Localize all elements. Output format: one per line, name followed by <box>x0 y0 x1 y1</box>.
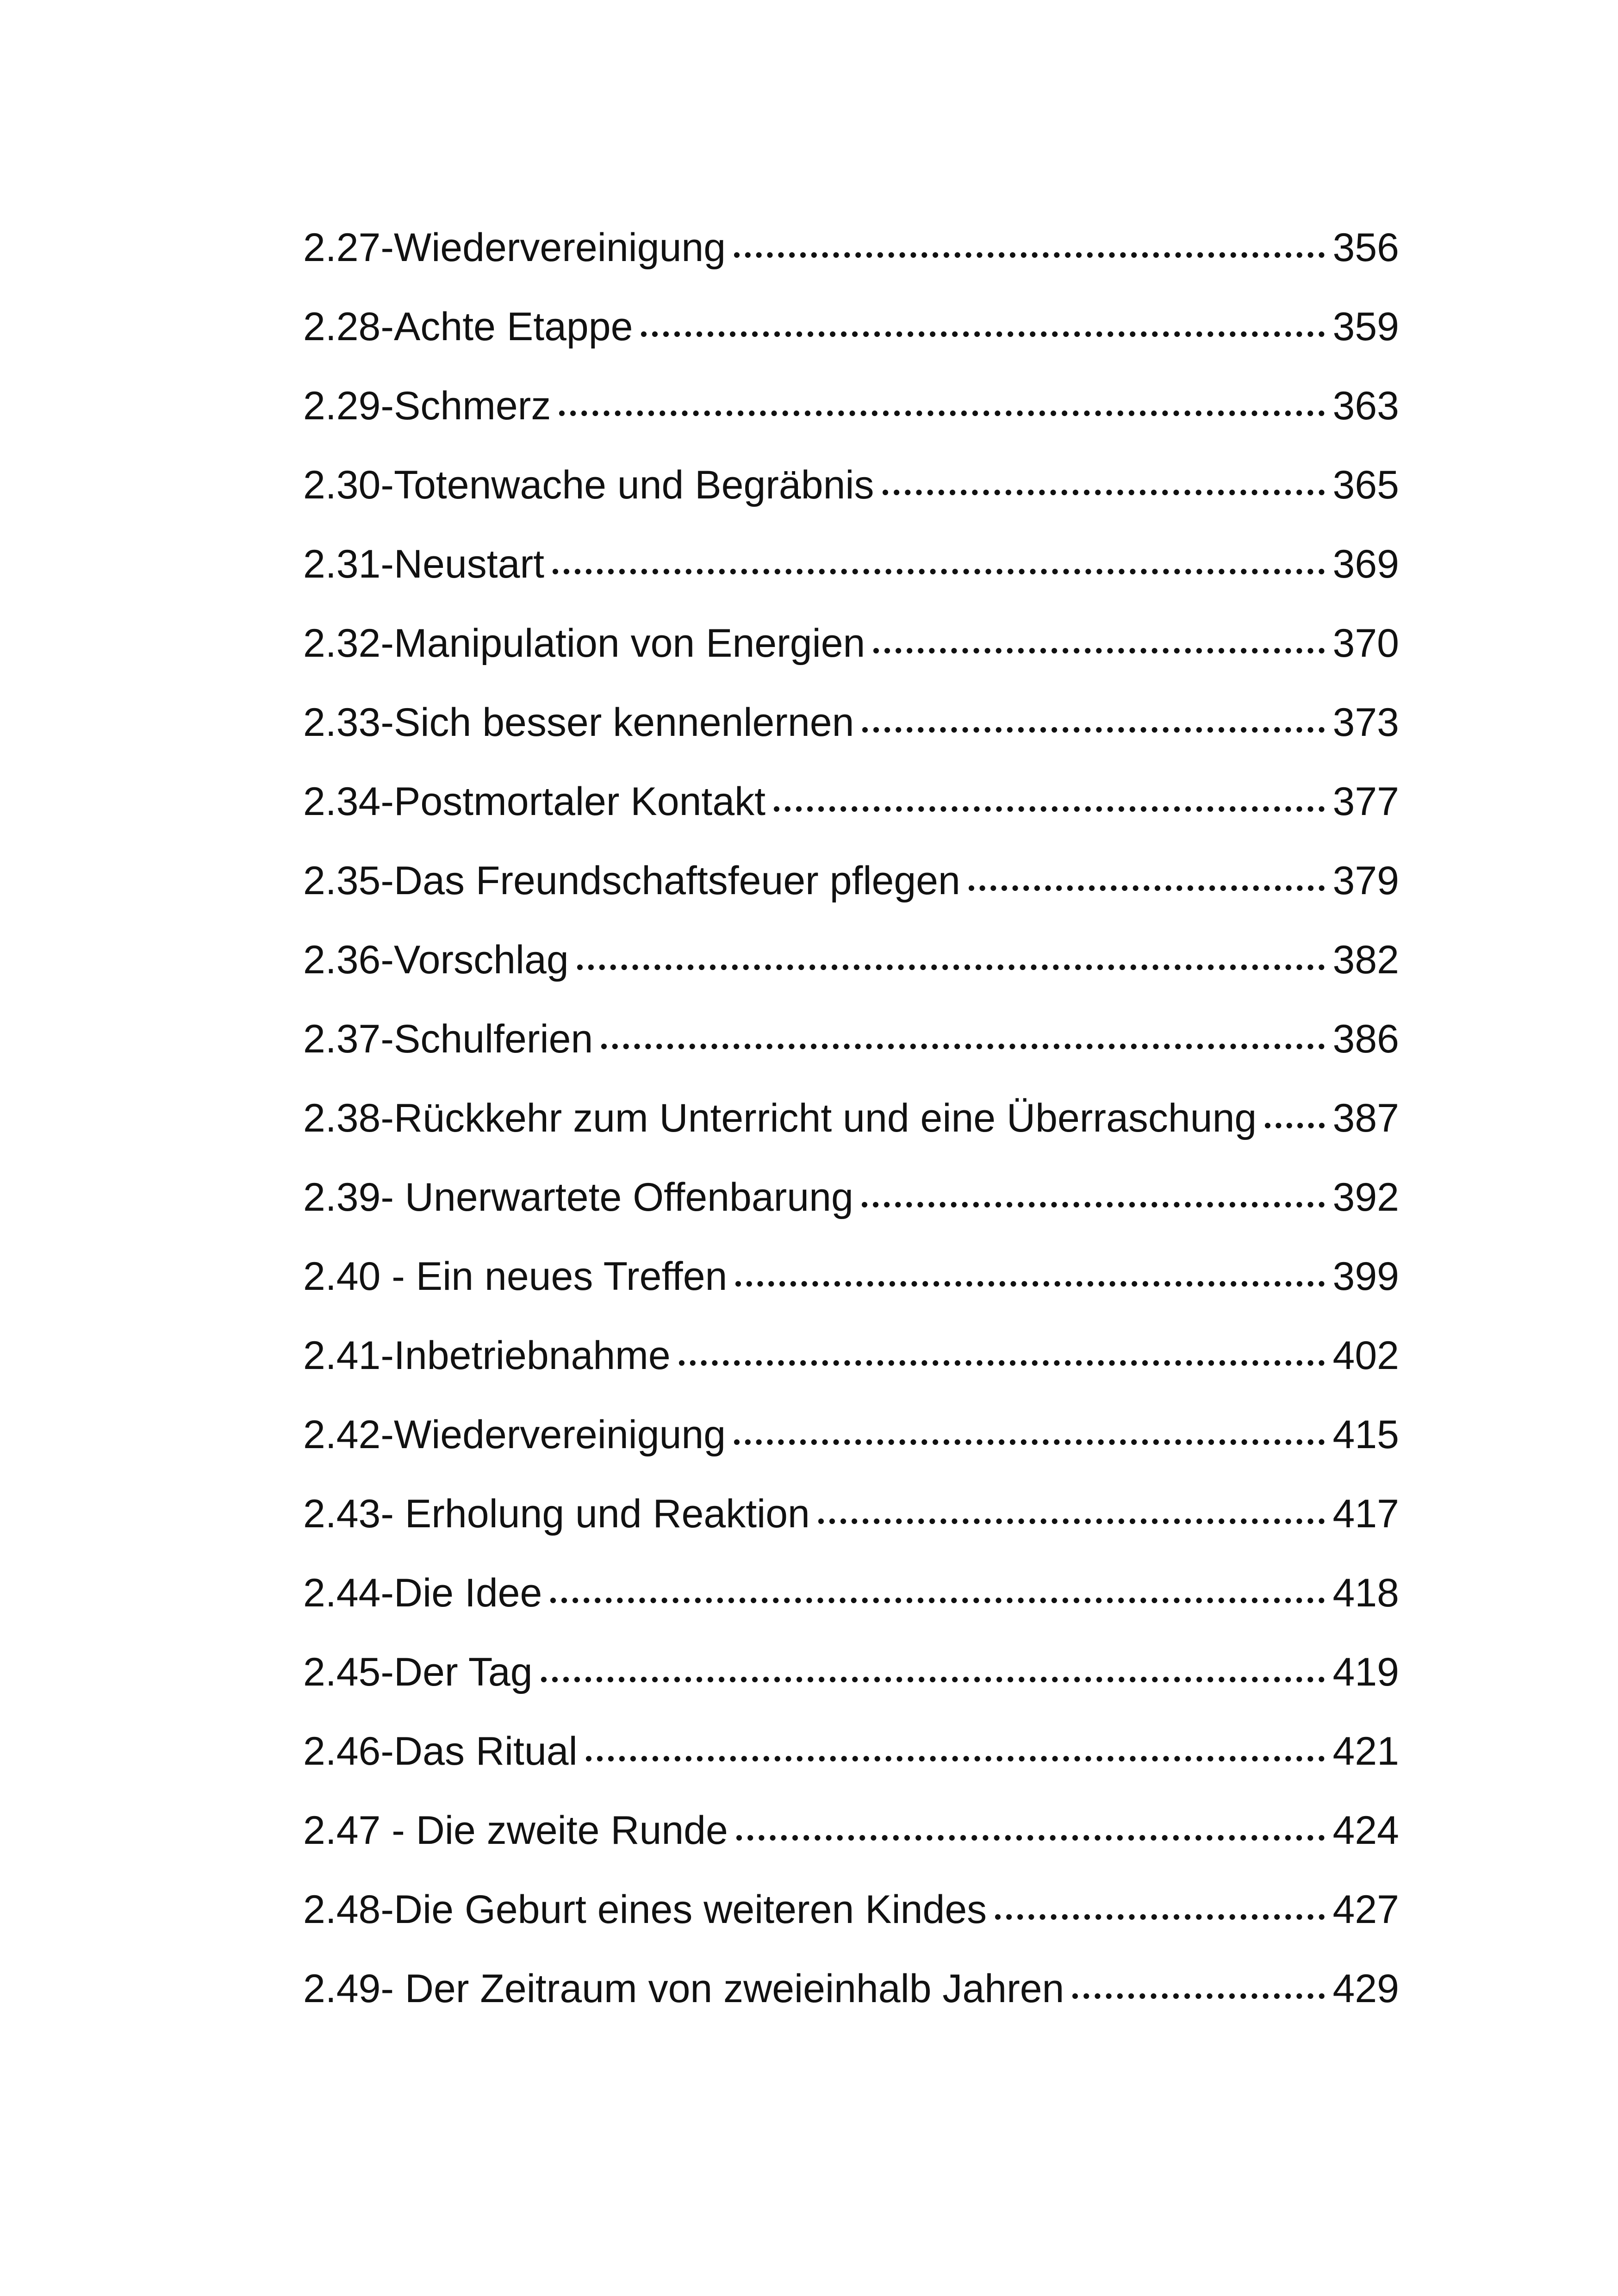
toc-entry-title: 2.47 - Die zweite Runde <box>303 1808 728 1853</box>
toc-entry[interactable] <box>303 1237 1399 1316</box>
table-of-contents <box>303 208 1399 2028</box>
toc-entry[interactable] <box>303 683 1399 762</box>
toc-entry-page-number: 415 <box>1332 1412 1399 1457</box>
toc-entry-title: 2.41-Inbetriebnahme <box>303 1333 671 1378</box>
toc-entry-title: 2.33-Sich besser kennenlernen <box>303 700 854 745</box>
toc-entry-title: 2.34-Postmortaler Kontakt <box>303 779 766 824</box>
toc-entry-title: 2.30-Totenwache und Begräbnis <box>303 463 874 507</box>
toc-entry[interactable] <box>303 367 1399 446</box>
toc-entry-title: 2.44-Die Idee <box>303 1571 542 1615</box>
toc-entry-title: 2.42-Wiedervereinigung <box>303 1412 726 1457</box>
toc-entry[interactable] <box>303 1079 1399 1158</box>
toc-dot-leader <box>577 933 1325 973</box>
toc-entry-title: 2.27-Wiedervereinigung <box>303 225 726 270</box>
toc-dot-leader <box>586 1725 1325 1765</box>
toc-entry-page-number: 382 <box>1332 938 1399 982</box>
toc-entry-title: 2.40 - Ein neues Treffen <box>303 1254 728 1299</box>
toc-entry-title: 2.43- Erholung und Reaktion <box>303 1492 810 1536</box>
toc-dot-leader <box>862 696 1324 736</box>
toc-dot-leader <box>559 380 1324 419</box>
toc-entry[interactable] <box>303 1395 1399 1475</box>
toc-entry-title: 2.45-Der Tag <box>303 1650 533 1694</box>
toc-entry-title: 2.28-Achte Etappe <box>303 305 633 349</box>
toc-dot-leader <box>862 1171 1325 1211</box>
toc-entry-page-number: 356 <box>1332 225 1399 270</box>
toc-entry[interactable] <box>303 921 1399 1000</box>
toc-dot-leader <box>736 1804 1325 1844</box>
toc-entry-page-number: 387 <box>1332 1096 1399 1140</box>
toc-entry[interactable] <box>303 604 1399 683</box>
toc-entry-title: 2.32-Manipulation von Energien <box>303 621 865 666</box>
toc-entry-page-number: 379 <box>1332 859 1399 903</box>
toc-dot-leader <box>601 1013 1324 1052</box>
toc-entry-page-number: 427 <box>1332 1887 1399 1932</box>
toc-entry-page-number: 429 <box>1332 1966 1399 2011</box>
toc-dot-leader <box>679 1329 1325 1369</box>
toc-entry-title: 2.48-Die Geburt eines weiteren Kindes <box>303 1887 987 1932</box>
toc-entry-page-number: 377 <box>1332 779 1399 824</box>
toc-dot-leader <box>734 1408 1324 1448</box>
toc-dot-leader <box>550 1567 1324 1606</box>
toc-entry[interactable] <box>303 287 1399 367</box>
toc-dot-leader <box>1072 1962 1324 2002</box>
toc-entry-title: 2.36-Vorschlag <box>303 938 569 982</box>
toc-entry-page-number: 402 <box>1332 1333 1399 1378</box>
toc-dot-leader <box>818 1487 1325 1527</box>
toc-entry[interactable] <box>303 762 1399 841</box>
toc-entry-page-number: 370 <box>1332 621 1399 666</box>
toc-dot-leader <box>969 854 1325 894</box>
toc-entry[interactable] <box>303 1633 1399 1712</box>
toc-entry-page-number: 417 <box>1332 1492 1399 1536</box>
toc-entry[interactable] <box>303 208 1399 287</box>
toc-entry-page-number: 399 <box>1332 1254 1399 1299</box>
toc-entry[interactable] <box>303 841 1399 921</box>
toc-entry[interactable] <box>303 446 1399 525</box>
toc-entry[interactable] <box>303 1791 1399 1870</box>
toc-entry-page-number: 365 <box>1332 463 1399 507</box>
toc-dot-leader <box>735 1250 1324 1290</box>
toc-dot-leader <box>995 1883 1324 1923</box>
toc-entry-page-number: 363 <box>1332 384 1399 428</box>
toc-entry[interactable] <box>303 525 1399 604</box>
toc-entry-title: 2.39- Unerwartete Offenbarung <box>303 1175 853 1220</box>
toc-entry[interactable] <box>303 1475 1399 1554</box>
toc-dot-leader <box>774 775 1324 815</box>
toc-entry[interactable] <box>303 1554 1399 1633</box>
toc-entry[interactable] <box>303 1316 1399 1395</box>
toc-dot-leader <box>1265 1092 1324 1132</box>
toc-dot-leader <box>883 459 1325 498</box>
toc-entry-title: 2.37-Schulferien <box>303 1017 593 1061</box>
toc-entry-page-number: 369 <box>1332 542 1399 586</box>
toc-entry-title: 2.46-Das Ritual <box>303 1729 578 1773</box>
toc-entry-title: 2.29-Schmerz <box>303 384 551 428</box>
toc-dot-leader <box>734 221 1324 261</box>
toc-entry-page-number: 359 <box>1332 305 1399 349</box>
toc-entry-page-number: 419 <box>1332 1650 1399 1694</box>
toc-entry-page-number: 424 <box>1332 1808 1399 1853</box>
toc-entry[interactable] <box>303 1870 1399 1949</box>
toc-dot-leader <box>541 1646 1325 1686</box>
toc-entry[interactable] <box>303 1712 1399 1791</box>
toc-entry-page-number: 392 <box>1332 1175 1399 1220</box>
toc-entry-title: 2.31-Neustart <box>303 542 545 586</box>
toc-dot-leader <box>873 617 1324 657</box>
toc-entry-title: 2.49- Der Zeitraum von zweieinhalb Jahren <box>303 1966 1064 2011</box>
toc-entry-page-number: 373 <box>1332 700 1399 745</box>
toc-dot-leader <box>641 300 1324 340</box>
toc-entry-page-number: 418 <box>1332 1571 1399 1615</box>
toc-entry[interactable] <box>303 1158 1399 1237</box>
toc-dot-leader <box>553 538 1324 578</box>
toc-entry-title: 2.35-Das Freundschaftsfeuer pflegen <box>303 859 960 903</box>
toc-entry[interactable] <box>303 1000 1399 1079</box>
toc-entry-page-number: 386 <box>1332 1017 1399 1061</box>
toc-entry-title: 2.38-Rückkehr zum Unterricht und eine Überraschung <box>303 1096 1257 1140</box>
toc-entry[interactable] <box>303 1949 1399 2028</box>
toc-entry-page-number: 421 <box>1332 1729 1399 1773</box>
